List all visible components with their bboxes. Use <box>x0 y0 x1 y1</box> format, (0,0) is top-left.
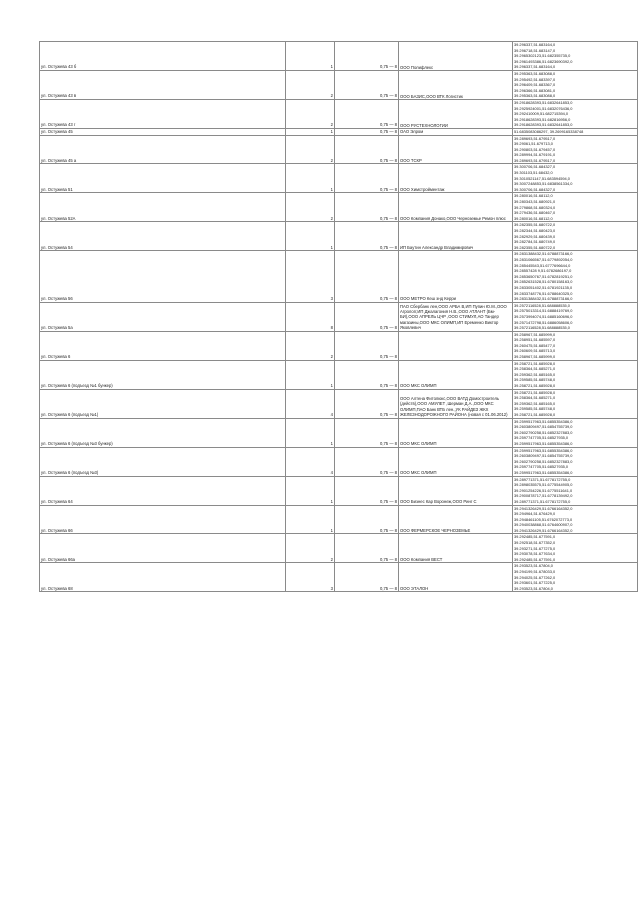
coordinate-line: 39.2948461105,51.6762072773,0 <box>514 516 573 522</box>
count-cell: 4 <box>286 447 335 476</box>
coordinate-line: 39.300706,51.684327,0 <box>514 186 556 192</box>
volume-period-cell <box>335 135 399 164</box>
count-cell: 2 <box>286 193 335 222</box>
address-cell: ул. Остужева 6 (подъезд №1 бункер) <box>40 360 286 389</box>
coordinate-line: 39.2941326429,51.6766164352,0 <box>514 505 573 511</box>
coordinate-line: 39.2852631528,51.6780158163,0 <box>514 279 573 285</box>
coordinate-line: 39.2833748776,51.6788640325,0 <box>514 290 573 296</box>
count-cell: 3 <box>286 251 335 302</box>
period-value: — 8 <box>389 93 397 99</box>
volume-value: 0,75 <box>379 93 389 99</box>
coordinate-line: 39.2602790258,51.6852327883,0 <box>514 458 573 464</box>
coordinates-cell <box>513 302 638 331</box>
address-cell: ул. Остужева 54 <box>40 222 286 251</box>
coordinate-line: 39.280016,51.68112,0 <box>514 215 553 221</box>
count-cell: 1 <box>286 222 335 251</box>
coordinate-line: 39.296337,51.683164,0 <box>514 42 556 47</box>
count-cell: 2 <box>286 135 335 164</box>
period-value: — 8 <box>389 527 397 533</box>
coordinate-line: 39.295363,51.683088,0 <box>514 93 556 99</box>
coordinate-line: 39.2898035575,51.6775544905,0 <box>514 482 573 488</box>
organization-cell: ООО МКС ОЛИМП <box>399 360 513 389</box>
coordinate-line: 39.301103,51.68432,0 <box>514 170 553 176</box>
coordinate-line: 39.29061,51.679713,0 <box>514 141 553 147</box>
count-cell: 1 <box>286 164 335 193</box>
coordinate-line: 39.280016,51.68112,0 <box>514 193 553 199</box>
organization-cell: ОАО Элром <box>399 128 513 135</box>
volume-value: 0,75 <box>379 383 389 389</box>
volume-value: 0,75 <box>379 527 389 533</box>
address-cell: ул. Остужева 6 <box>40 331 286 360</box>
coordinate-line: 39.292485,51.677591,0 <box>514 556 556 562</box>
address-cell: ул. Остужева 64 <box>40 476 286 505</box>
coordinate-line: 39.294964,51.676429,0 <box>514 511 556 517</box>
coordinate-line: 39.2572116528,51.688888535,0 <box>514 302 570 308</box>
volume-period-cell <box>335 418 399 447</box>
coordinate-line: 39.2572116528,51.688888535,0 <box>514 325 570 331</box>
organization-cell: ООО БАЗИС,ООО ВТК Логистик <box>399 70 513 99</box>
coordinate-line: 39.292485,51.677591,0 <box>514 534 556 540</box>
count-cell: 1 <box>286 360 335 389</box>
coordinates-cell <box>513 42 638 71</box>
address-cell: ул. Остужева 43 в <box>40 70 286 99</box>
coordinate-line: 39.295363,51.683088,0 <box>514 70 556 76</box>
table-row <box>40 360 638 389</box>
coordinate-line: 39.2901254226,51.6775511641,0 <box>514 487 573 493</box>
organization-cell: ООО Химстройментаж <box>399 164 513 193</box>
count-cell: 1 <box>286 128 335 135</box>
volume-period-cell <box>335 389 399 418</box>
period-value: — 8 <box>389 440 397 446</box>
coordinate-line: 39.293523,51.67804,0 <box>514 563 553 569</box>
table-row <box>40 135 638 164</box>
table-row <box>40 222 638 251</box>
coordinate-line: 39.258967,51.685999,0 <box>514 331 556 337</box>
coordinate-line: 39.293523,51.67804,0 <box>514 585 553 591</box>
coordinate-line: 39.2918628393,51.6832641853,0 <box>514 99 573 105</box>
coordinate-line: 39.258364,51.685271,0 <box>514 395 556 401</box>
coordinate-line: 39.296409,51.683367,0 <box>514 82 556 88</box>
address-cell: ул. Остужева 45 а <box>40 135 286 164</box>
coordinate-line: 39.258721,51.685928,0 <box>514 412 556 417</box>
coordinate-line: 39.2597747705,51.68527935,0 <box>514 435 569 441</box>
volume-value: 0,75 <box>379 244 389 250</box>
address-cell: ул. Остужева 68 <box>40 563 286 592</box>
coordinates-cell <box>513 164 638 193</box>
coordinate-line: 39.294199,51.678033,0 <box>514 569 556 575</box>
organization-cell: ООО МЕТРО Кеш энд Керри <box>399 251 513 302</box>
table-row <box>40 164 638 193</box>
coordinates-cell <box>513 135 638 164</box>
volume-period-cell <box>335 193 399 222</box>
coordinate-line: 39.258364,51.685271,0 <box>514 366 556 372</box>
coordinate-line: 39.300706,51.684327,0 <box>514 164 556 170</box>
volume-value: 0,75 <box>379 64 389 70</box>
coordinate-line: 39.2925924001,51.6832076436,0 <box>514 105 573 111</box>
count-cell: 1 <box>286 476 335 505</box>
coordinate-line: 39.282784,51.680749,0 <box>514 239 556 245</box>
coordinate-line: 39.293601,51.677225,0 <box>514 580 556 586</box>
count-cell: 8 <box>286 302 335 331</box>
volume-value: 0,75 <box>379 186 389 192</box>
coordinate-line: 39.290803,51.679457,0 <box>514 146 556 152</box>
coordinate-line: 39.2831066567,51.6779892054,0 <box>514 256 573 262</box>
coordinates-cell <box>513 389 638 418</box>
coordinate-line: 39.289693,51.679517,0 <box>514 135 556 141</box>
address-cell: ул. Остужева 66 <box>40 505 286 534</box>
volume-period-cell <box>335 360 399 389</box>
period-value: — 8 <box>389 122 397 128</box>
coordinate-line: 39.258721,51.685928,0 <box>514 383 556 389</box>
count-cell: 2 <box>286 99 335 128</box>
coordinate-line: 39.2602790258,51.6852327883,0 <box>514 429 573 435</box>
coordinates-cell <box>513 360 638 389</box>
coordinate-line: 39.295492,51.683397,0 <box>514 76 556 82</box>
period-value: — 8 <box>389 498 397 504</box>
coordinate-line: 39.2573994074,51.6885160696,0 <box>514 313 573 319</box>
count-cell: 1 <box>286 418 335 447</box>
coordinate-line: 39.294025,51.677262,0 <box>514 574 556 580</box>
coordinate-line: 39.2599517963,51.6855354386,0 <box>514 440 573 446</box>
table-row <box>40 389 638 418</box>
address-cell: ул. Остужева 56 <box>40 251 286 302</box>
period-value: — 8 <box>389 128 397 134</box>
period-value: — 8 <box>389 296 397 302</box>
table-row <box>40 251 638 302</box>
address-cell: ул. Остужева 6 (подъезд №1) <box>40 389 286 418</box>
coordinates-cell <box>513 222 638 251</box>
table-row <box>40 302 638 331</box>
coordinate-line: 39.282929,51.680439,0 <box>514 233 556 239</box>
registry-table <box>39 41 638 592</box>
coordinates-cell <box>513 331 638 360</box>
coordinates-cell <box>513 99 638 128</box>
coordinate-line: 39.28557428 9,51.6782686197,0 <box>514 268 572 274</box>
count-cell: 3 <box>286 563 335 592</box>
coordinates-cell <box>513 70 638 99</box>
volume-period-cell <box>335 563 399 592</box>
count-cell: 2 <box>286 331 335 360</box>
table-row <box>40 505 638 534</box>
count-cell: 2 <box>286 70 335 99</box>
coordinate-line: 39.2833051402,51.6781921135,0 <box>514 284 573 290</box>
period-value: — 8 <box>389 383 397 389</box>
volume-period-cell <box>335 222 399 251</box>
volume-value: 0,75 <box>379 122 389 128</box>
organization-cell: ООО МКС ОЛИМП <box>399 447 513 476</box>
coordinate-line: 39.258721,51.685928,0 <box>514 360 556 366</box>
coordinate-line: 39.292518,51.677352,0 <box>514 540 556 546</box>
table-row <box>40 534 638 563</box>
coordinate-line: 39.260475,51.685477,0 <box>514 342 556 348</box>
organization-cell: ООО ЭТАЛОН <box>399 563 513 592</box>
period-value: — 8 <box>389 325 397 331</box>
volume-value: 0,75 <box>379 469 389 475</box>
organization-cell: ИП Баутин Александр Владимирович <box>399 222 513 251</box>
volume-value: 0,75 <box>379 556 389 562</box>
organization-cell: ООО ФЕРМЕРСКОЕ ЧЕРНОЗЕМЬЕ <box>399 505 513 534</box>
organization-cell: ООО Компания Донако,ООО Черноземье Ремон плюс <box>399 193 513 222</box>
period-value: — 8 <box>389 157 397 163</box>
coordinate-line: 51.6835083086297, 39.2699165338748 <box>514 128 584 134</box>
address-cell: ул. Остужева 51 <box>40 164 286 193</box>
address-cell: ул. Остужева 66а <box>40 534 286 563</box>
volume-period-cell <box>335 534 399 563</box>
volume-value: 0,75 <box>379 296 389 302</box>
coordinate-line: 39.2597747705,51.68527935,0 <box>514 464 569 470</box>
coordinate-line: 39.2603809497,51.6854755739,0 <box>514 424 573 430</box>
coordinate-line: 39.259585,51.685748,0 <box>514 377 556 383</box>
coordinate-line: 39.296366,51.683081,0 <box>514 87 556 93</box>
coordinate-line: 39.282355,51.680722,0 <box>514 244 556 250</box>
coordinates-cell <box>513 418 638 447</box>
coordinate-line: 39.2918628393,51.6832641853,0 <box>514 122 573 128</box>
coordinate-line: 39.289693,51.679517,0 <box>514 157 556 163</box>
coordinate-line: 39.258951,51.685597,0 <box>514 337 556 343</box>
count-cell: 1 <box>286 505 335 534</box>
volume-value: 0,75 <box>379 215 389 221</box>
volume-period-cell <box>335 476 399 505</box>
volume-period-cell <box>335 251 399 302</box>
coordinate-line: 39.258721,51.685928,0 <box>514 389 556 395</box>
coordinate-line: 39.289994,51.679191,0 <box>514 152 556 158</box>
coordinate-line: 39.2961493386,51.6823690392,0 <box>514 58 573 64</box>
table-row <box>40 70 638 99</box>
table-row <box>40 42 638 71</box>
volume-value: 0,75 <box>379 585 389 591</box>
period-value: — 8 <box>389 244 397 250</box>
organization-cell: ООО РУСТЕХНОЛОГИИ <box>399 99 513 128</box>
organization-cell: ООО МКС ОЛИМП <box>399 418 513 447</box>
volume-period-cell <box>335 302 399 331</box>
table-row <box>40 563 638 592</box>
coordinate-line: 39.280343,51.680921,0 <box>514 199 556 205</box>
coordinate-line: 39.3007248853,51.6838561334,0 <box>514 181 573 187</box>
address-cell: ул. Остужева 45 <box>40 128 286 135</box>
volume-period-cell <box>335 164 399 193</box>
coordinates-cell <box>513 128 638 135</box>
volume-value: 0,75 <box>379 354 389 360</box>
volume-value: 0,75 <box>379 412 389 417</box>
table-row <box>40 128 638 135</box>
coordinates-cell <box>513 476 638 505</box>
coordinate-line: 39.259362,51.685165,0 <box>514 400 556 406</box>
coordinate-line: 39.282344,51.680423,0 <box>514 228 556 233</box>
table-row <box>40 99 638 128</box>
coordinate-line: 39.259362,51.685165,0 <box>514 371 556 377</box>
coordinate-line: 39.2900878717,51.6778139492,0 <box>514 493 573 499</box>
organization-cell <box>399 331 513 360</box>
coordinate-line: 39.2831388432,51.6788873166,0 <box>514 296 573 302</box>
volume-value: 0,75 <box>379 440 389 446</box>
coordinate-line: 39.296718,51.683147,0 <box>514 47 556 53</box>
coordinates-cell <box>513 563 638 592</box>
coordinate-line: 39.282355,51.680722,0 <box>514 222 556 228</box>
table-row <box>40 193 638 222</box>
coordinates-cell <box>513 193 638 222</box>
volume-period-cell <box>335 70 399 99</box>
organization-cell: ООО ТСКР <box>399 135 513 164</box>
volume-value: 0,75 <box>379 128 389 134</box>
address-cell: ул. Остужева 6 (подъезд №3) <box>40 447 286 476</box>
coordinate-line: 39.289771371,51.6778172755,0 <box>514 498 571 504</box>
coordinate-line: 39.2940038868,51.6764600907,0 <box>514 522 573 528</box>
address-cell: ул. Остужева 52А <box>40 193 286 222</box>
volume-period-cell <box>335 42 399 71</box>
coordinate-line: 39.2603809497,51.6854755739,0 <box>514 453 573 459</box>
period-value: — 8 <box>389 186 397 192</box>
table-row <box>40 331 638 360</box>
coordinate-line: 39.2918628393,51.682816956,0 <box>514 116 571 122</box>
period-value: — 8 <box>389 469 397 475</box>
coordinate-line: 39.2599517963,51.6855354386,0 <box>514 447 573 453</box>
coordinates-cell <box>513 505 638 534</box>
coordinates-cell <box>513 447 638 476</box>
coordinate-line: 39.2965302123,51.682355735,0 <box>514 53 571 59</box>
coordinate-line: 39.285445543,51.6777696644,0 <box>514 262 571 268</box>
coordinate-line: 39.292410009,51.682715394,0 <box>514 111 569 117</box>
coordinates-cell <box>513 251 638 302</box>
volume-period-cell <box>335 331 399 360</box>
count-cell: 4 <box>286 389 335 418</box>
coordinate-line: 39.3010521147,51.683594594,0 <box>514 175 570 181</box>
volume-value: 0,75 <box>379 157 389 163</box>
address-cell: ул. Остужева 43 г <box>40 99 286 128</box>
coordinate-line: 39.2599517963,51.6855354386,0 <box>514 418 573 424</box>
coordinate-line: 39.279436,51.680467,0 <box>514 210 556 216</box>
table-row <box>40 447 638 476</box>
coordinate-line: 39.2599517963,51.6855354386,0 <box>514 469 573 475</box>
period-value: — 8 <box>389 585 397 591</box>
volume-period-cell <box>335 99 399 128</box>
table-row <box>40 476 638 505</box>
period-value: — 8 <box>389 215 397 221</box>
coordinate-line: 39.289771371,51.6778172755,0 <box>514 476 571 482</box>
coordinate-line: 39.259585,51.685748,0 <box>514 406 556 412</box>
period-value: — 8 <box>389 412 397 417</box>
organization-cell: ООО Компания ВЕСТ <box>399 534 513 563</box>
coordinate-line: 39.2853650767,51.6782819251,0 <box>514 273 573 279</box>
organization-cell: ПАО Сбербанк лен,ООО АРБА В,ИП Пупин Ю.М.,ООО Агрологг,ИП Джалагония Н.В.,ООО АТЛАНТ (Бм-БИ),ООО АПРЕЛЬ ЦЧР ,ООО СТИМУЛ,АО Тандер магазины,ООО МКС ОЛИМП,ИП Еременко Виктор Яковлевич <box>399 302 513 331</box>
volume-period-cell <box>335 128 399 135</box>
organization-cell: ООО Бизнес Кар Воронеж,ООО Ринг С <box>399 476 513 505</box>
coordinate-line: 39.2571472798,51.6886058606,0 <box>514 319 573 325</box>
volume-period-cell <box>335 505 399 534</box>
count-cell: 2 <box>286 534 335 563</box>
volume-value: 0,75 <box>379 325 389 331</box>
count-cell: 1 <box>286 42 335 71</box>
table-row <box>40 418 638 447</box>
volume-period-cell <box>335 447 399 476</box>
coordinate-line: 39.258967,51.685999,0 <box>514 354 556 360</box>
volume-value: 0,75 <box>379 498 389 504</box>
coordinate-line: 39.293078,51.677634,0 <box>514 551 556 557</box>
coordinates-cell <box>513 534 638 563</box>
coordinate-line: 39.279868,51.680324,0 <box>514 204 556 210</box>
organization-cell: ООО Алтена Фитолюкс,ООО ВАТД Домостроитель (действ),ООО АМУЛЕТ ,Шерман Д.А.,ООО МКС ОЛИМП,ПАО Банк ВТБ лен.,УК РАЙДЕЗ ЖКХ ЖЕЛЕЗНОДОРОЖНОГО РАЙОНА (новая с 01.06.2012) <box>399 389 513 418</box>
period-value: — 8 <box>389 64 397 70</box>
coordinate-line: 39.2941326429,51.6766164352,0 <box>514 527 573 533</box>
address-cell: ул. Остужева 43 б <box>40 42 286 71</box>
period-value: — 8 <box>389 556 397 562</box>
coordinate-line: 39.2831388432,51.6788873166,0 <box>514 251 573 257</box>
address-cell: ул. Остужева 5а <box>40 302 286 331</box>
coordinate-line: 39.293271,51.677275,0 <box>514 545 556 551</box>
coordinate-line: 39.2575013314,51.6888419769,0 <box>514 308 573 314</box>
organization-cell: ООО Полифлекс <box>399 42 513 71</box>
address-cell: ул. Остужева 6 (подъезд №3 бункер) <box>40 418 286 447</box>
coordinate-line: 39.296337,51.683164,0 <box>514 64 556 70</box>
coordinate-line: 39.260609,51.685713,0 <box>514 348 556 354</box>
period-value: — 8 <box>389 354 397 360</box>
